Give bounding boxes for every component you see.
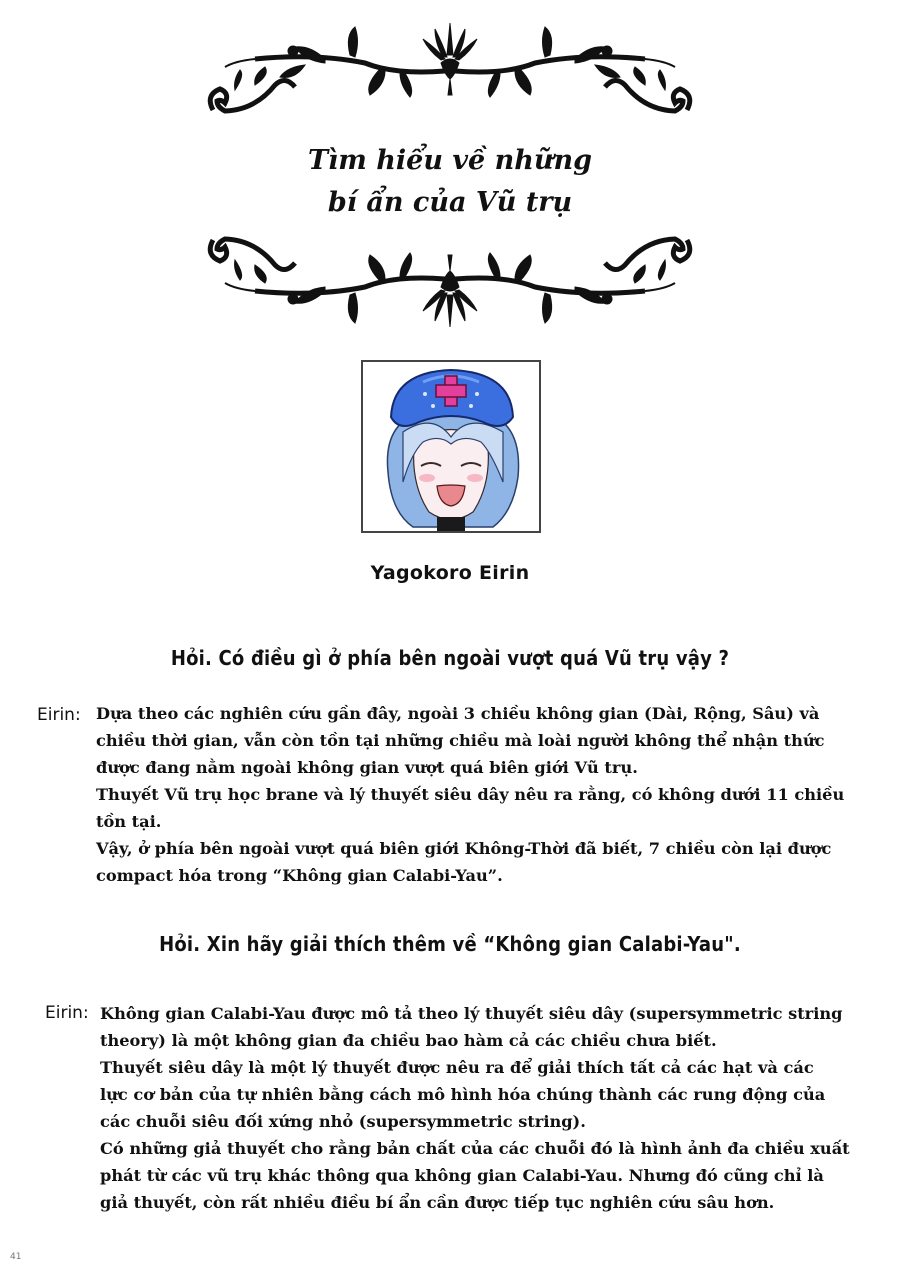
answer-line: Có những giả thuyết cho rằng bản chất của các chuỗi đó là hình ảnh đa chiều xuất	[100, 1139, 850, 1158]
answer-line: compact hóa trong “Không gian Calabi-Yau”.	[96, 866, 503, 885]
question-1: Hỏi. Có điều gì ở phía bên ngoài vượt quá Vũ trụ vậy ?	[170, 646, 730, 670]
answer-line: chiều thời gian, vẫn còn tồn tại những chiều mà loài người không thể nhận thức	[96, 731, 825, 750]
ornament-top-icon	[195, 15, 705, 135]
answer-2	[100, 1000, 860, 1216]
answer-1	[96, 700, 856, 889]
answer-line: theory) là một không gian đa chiều bao hàm cả các chiều chưa biết.	[100, 1031, 717, 1050]
speaker-label-1: Eirin:	[37, 705, 81, 725]
page-number: 41	[10, 1252, 22, 1262]
character-portrait	[361, 360, 541, 533]
answer-line: lực cơ bản của tự nhiên bằng cách mô hình hóa chúng thành các rung động của	[100, 1085, 826, 1104]
answer-line: Thuyết Vũ trụ học brane và lý thuyết siêu dây nêu ra rằng, có không dưới 11 chiều	[96, 785, 845, 804]
answer-line: Thuyết siêu dây là một lý thuyết được nêu ra để giải thích tất cả các hạt và các	[100, 1058, 814, 1077]
answer-line: phát từ các vũ trụ khác thông qua không gian Calabi-Yau. Nhưng đó cũng chỉ là	[100, 1166, 824, 1185]
answer-line: tồn tại.	[96, 812, 162, 831]
nurse-cap-character-portrait-icon	[363, 362, 539, 531]
answer-line: các chuỗi siêu đối xứng nhỏ (supersymmetric string).	[100, 1112, 586, 1131]
speaker-label-2: Eirin:	[45, 1003, 89, 1023]
page-title	[250, 140, 650, 224]
title-line-1: Tìm hiểu về những	[307, 145, 593, 176]
answer-line: Không gian Calabi-Yau được mô tả theo lý thuyết siêu dây (supersymmetric string	[100, 1004, 843, 1023]
answer-line: Vậy, ở phía bên ngoài vượt quá biên giới Không-Thời đã biết, 7 chiều còn lại được	[96, 839, 832, 858]
question-2: Hỏi. Xin hãy giải thích thêm về “Không gian Calabi-Yau".	[159, 932, 741, 956]
answer-line: giả thuyết, còn rất nhiều điều bí ẩn cần được tiếp tục nghiên cứu sâu hơn.	[100, 1193, 775, 1212]
title-line-2: bí ẩn của Vũ trụ	[327, 187, 573, 218]
answer-line: Dựa theo các nghiên cứu gần đây, ngoài 3 chiều không gian (Dài, Rộng, Sâu) và	[96, 704, 820, 723]
ornament-bottom-icon	[195, 215, 705, 335]
answer-line: được đang nằm ngoài không gian vượt quá biên giới Vũ trụ.	[96, 758, 638, 777]
character-name: Yagokoro Eirin	[370, 562, 530, 584]
